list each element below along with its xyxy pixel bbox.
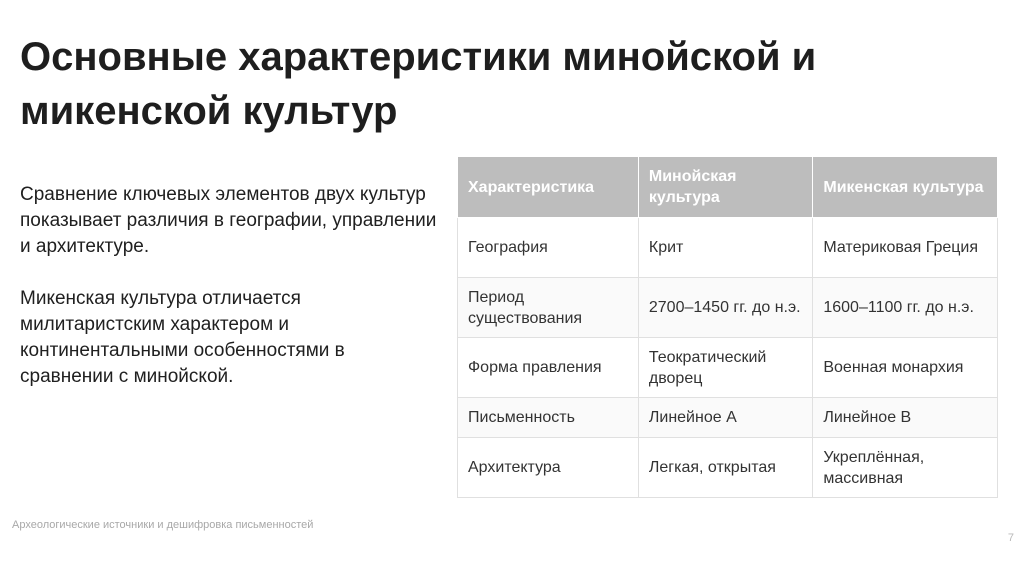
table-cell: Военная монархия [813,338,998,398]
footer-note: Археологические источники и дешифровка письменностей [12,519,314,531]
table-cell: Теократический дворец [638,338,812,398]
table-cell: Письменность [458,398,639,438]
slide-title: Основные характеристики минойской и микенской культур [20,35,817,133]
table-row [458,398,998,438]
table-cell: 2700–1450 гг. до н.э. [638,278,812,338]
table-row [458,218,998,278]
table-row [458,338,998,398]
table-cell: Укреплённая, массивная [813,438,998,498]
intro-paragraph: Сравнение ключевых элементов двух культур показывает различия в географии, управлении и архитектуре. [20,184,437,257]
table-cell: Материковая Греция [813,218,998,278]
table-cell: Линейное B [813,398,998,438]
intro-text [20,182,440,416]
table-cell: Крит [638,218,812,278]
table-cell: Легкая, открытая [638,438,812,498]
table-cell: Форма правления [458,338,639,398]
table-header-cell: Микенская культура [813,157,998,218]
table-header-cell: Минойская культура [638,157,812,218]
comparison-table [457,156,998,498]
table-header-row [458,157,998,218]
table-header-cell: Характеристика [458,157,639,218]
table-cell: Период существования [458,278,639,338]
table-row [458,438,998,498]
table-cell: Архитектура [458,438,639,498]
table-cell: Линейное А [638,398,812,438]
table-cell: 1600–1100 гг. до н.э. [813,278,998,338]
page-number: 7 [1007,532,1014,544]
table-row [458,278,998,338]
table-cell: География [458,218,639,278]
intro-paragraph: Микенская культура отличается милитаристским характером и континентальными особенностями в сравнении с минойской. [20,288,345,387]
